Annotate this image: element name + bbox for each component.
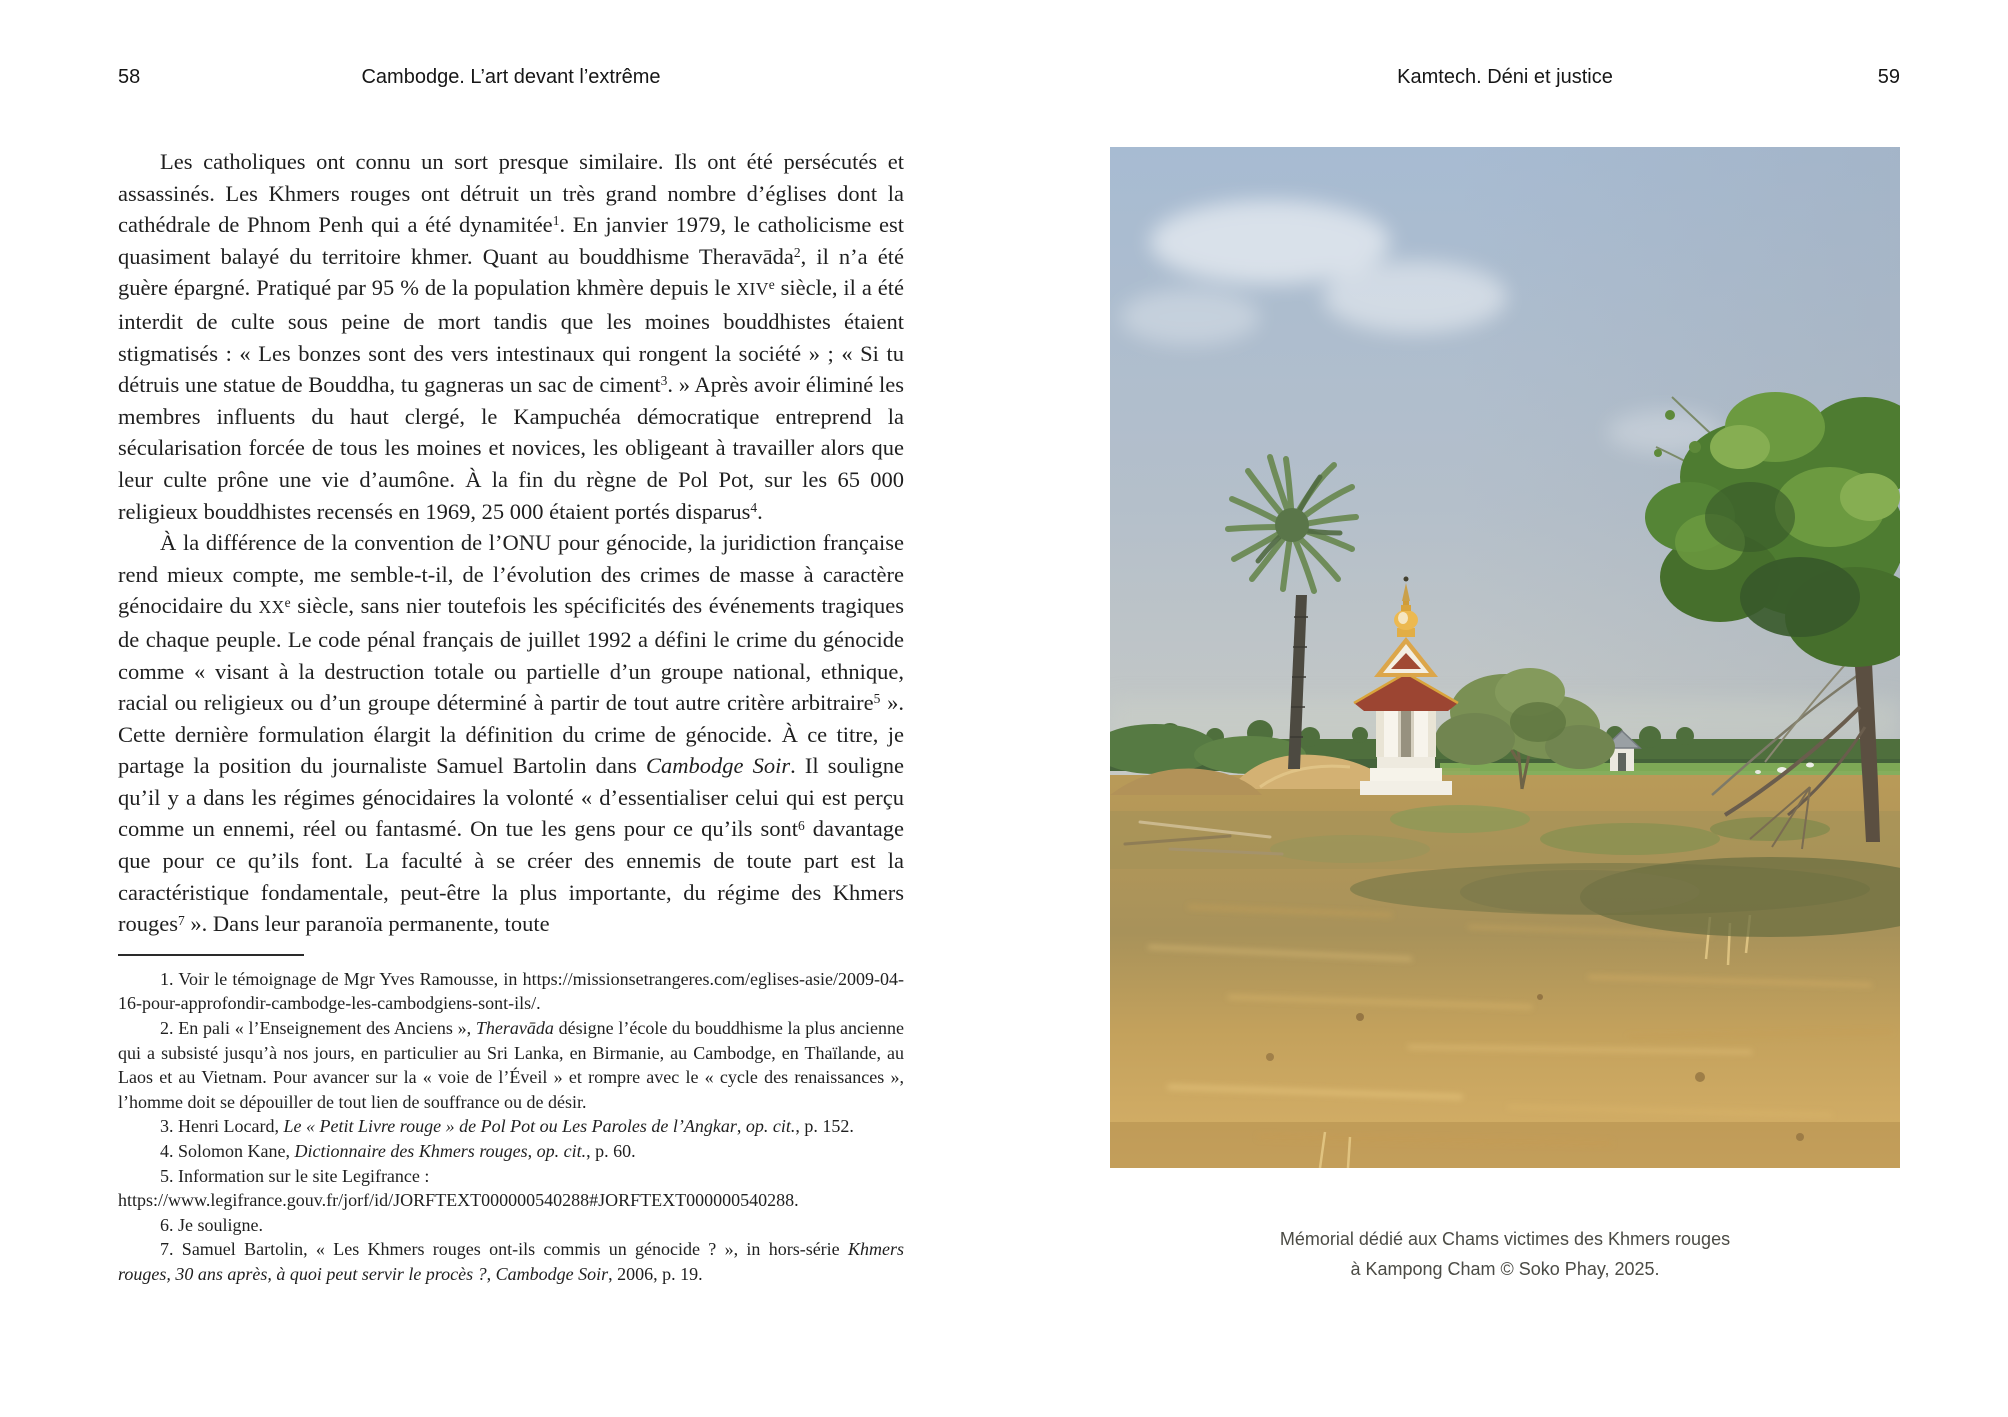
footnote: 4. Solomon Kane, Dictionnaire des Khmers rouges, op. cit., p. 60. <box>160 1141 636 1161</box>
footnote: 3. Henri Locard, Le « Petit Livre rouge » de Pol Pot ou Les Paroles de l’Angkar, op. cit., p. 152. <box>160 1116 854 1137</box>
body-text-column <box>118 146 904 1287</box>
left-running-title: Cambodge. L’art devant l’extrême <box>361 66 661 88</box>
photo-caption <box>1110 1224 1900 1284</box>
footnote-separator-rule <box>118 954 304 956</box>
body-paragraph: Les catholiques ont connu un sort presque similaire. Ils ont été persécutés et assassinés. Les Khmers rouges ont détruit un très grand nombre d’églises dont la cathédrale de Phnom Penh qui a été dynamitée$^1$. En janvier 1979, le catholicisme est quasiment balayé du territoire khmer. Quant au bouddhisme Theravāda$^2$, il n’a été guère épargné. Pratiqué par 95 % de la population khmère depuis le XIVe siècle, il a été interdit de culte sous peine de mort tandis que les moines bouddhistes étaient stigmatisés : « Les bonzes sont des vers intestinaux qui rongent la société » ; « Si tu détruis une statue de Bouddha, tu gagneras un sac de ciment$^3$. » Après avoir éliminé les membres influents du haut clergé, le Kampuchéa démocratique entreprend la sécularisation forcée de tous les moines et novices, les obligeant à travailler alors que leur culte prône une vie d’aumône. À la fin du règne de Pol Pot, sur les 65 000 religieux bouddhistes recensés en 1969, 25 000 étaient portés disparus$^4$. <box>118 149 905 524</box>
photo-caption-line1: Mémorial dédié aux Chams victimes des Khmers rouges <box>1279 1229 1731 1249</box>
right-running-title: Kamtech. Déni et justice <box>1397 66 1613 88</box>
body-paragraph: À la différence de la convention de l’ONU pour génocide, la juridiction française rend mieux compte, me semble-t-il, de l’évolution des crimes de masse à caractère génocidaire du XXe siècle, sans nier toutefois les spécificités des événements tragiques de chaque peuple. Le code pénal français de juillet 1992 a défini le crime du génocide comme « visant à la destruction totale ou partielle d’un groupe national, ethnique, racial ou religieux ou d’un groupe déterminé à partir de tout autre critère arbitraire$^5$ ». Cette dernière formulation élargit la définition du crime de génocide. À ce titre, je partage la position du journaliste Samuel Bartolin dans Cambodge Soir. Il souligne qu’il y a dans les régimes génocidaires la volonté « d’essentialiser celui qui est perçu comme un ennemi, réel ou fantasmé. On tue les gens pour ce qu’ils sont$^6$ davantage que pour ce qu’ils font. La faculté à se créer des ennemis de toute part est la caractéristique fondamentale, peut-être la plus importante, du régime des Khmers rouges$^7$ ». Dans leur paranoïa permanente, toute <box>118 530 905 937</box>
dry-field <box>1110 775 1900 1168</box>
right-running-head <box>1110 64 1900 90</box>
left-page-number: 58 <box>118 66 141 88</box>
right-page-number: 59 <box>1877 66 1900 88</box>
footnotes-block <box>118 967 904 1287</box>
footnote: 2. En pali « l’Enseignement des Anciens », Theravāda désigne l’école du bouddhisme la plus ancienne qui a subsisté jusqu’à nos jours, en particulier au Sri Lanka, en Birmanie, au Cambodge, en Thaïlande, au Laos et au Vietnam. Pour avancer sur la « voie de l’Éveil » et rompre avec le « cycle des renaissances », l’homme doit se dépouiller de tout lien de souffrance ou de désir. <box>118 1018 904 1112</box>
memorial-photograph <box>1110 147 1900 1168</box>
photo-caption-line2: à Kampong Cham © Soko Phay, 2025. <box>1350 1259 1660 1279</box>
footnote: 1. Voir le témoignage de Mgr Yves Ramousse, in https://missionsetrangeres.com/eglises-asie/2009-04-16-pour-approfondir-cambodge-les-cambodgiens-sont-ils/. <box>118 968 904 1014</box>
footnote: 5. Information sur le site Legifrance : https://www.legifrance.gouv.fr/jorf/id/JORFTEXT000000540288#JORFTEXT000000540288. <box>118 1165 799 1211</box>
left-running-head <box>118 64 904 90</box>
footnote: 7. Samuel Bartolin, « Les Khmers rouges ont-ils commis un génocide ? », in hors-série Khmers rouges, 30 ans après, à quoi peut servir le procès ?, Cambodge Soir, 2006, p. 19. <box>118 1239 904 1284</box>
footnote: 6. Je souligne. <box>160 1214 263 1235</box>
